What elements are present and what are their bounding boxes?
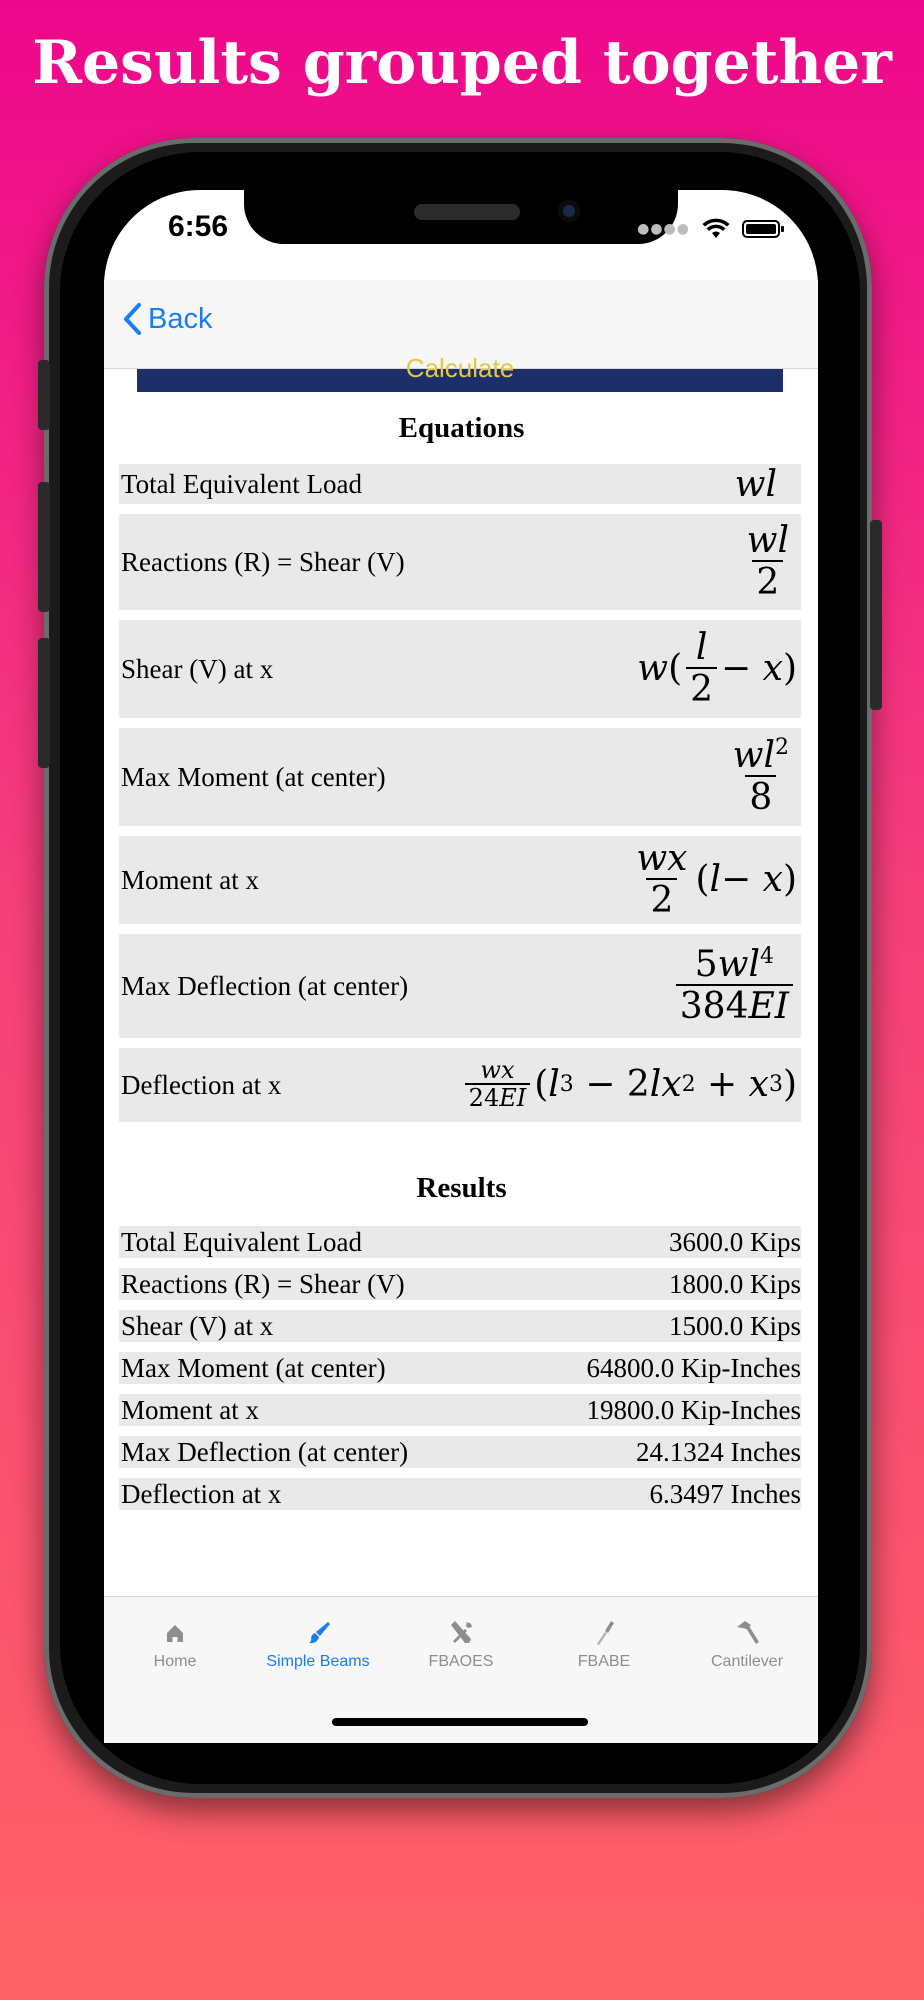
result-row bbox=[119, 1478, 801, 1510]
result-value: 1500.0 Kips bbox=[668, 1310, 801, 1341]
tab-fbabe[interactable] bbox=[533, 1613, 675, 1671]
equation-label: Reactions (R) = Shear (V) bbox=[121, 546, 405, 577]
wrench-icon bbox=[390, 1613, 532, 1653]
equation-row bbox=[119, 836, 801, 924]
equation-row bbox=[119, 1048, 801, 1122]
house-icon bbox=[104, 1613, 246, 1653]
results-title: Results bbox=[416, 1172, 507, 1204]
equation-formula: $\frac{5wl^4}{384EI}$ bbox=[672, 945, 797, 1028]
tab-label: FBABE bbox=[577, 1653, 631, 1670]
result-label: Max Deflection (at center) bbox=[121, 1436, 409, 1467]
result-label: Total Equivalent Load bbox=[121, 1226, 363, 1257]
tab-label: Simple Beams bbox=[266, 1653, 370, 1670]
equation-formula: wl bbox=[734, 463, 777, 505]
equation-formula: w ( $\frac{l}{2}$ − x ) bbox=[637, 626, 797, 711]
phone-screen bbox=[104, 190, 818, 1742]
notch bbox=[244, 190, 678, 244]
calculate-button[interactable] bbox=[137, 353, 783, 392]
equation-row bbox=[119, 934, 801, 1038]
result-label: Max Moment (at center) bbox=[121, 1352, 386, 1383]
result-label: Deflection at x bbox=[121, 1478, 282, 1509]
battery-icon bbox=[742, 220, 780, 238]
tab-home[interactable] bbox=[104, 1613, 246, 1671]
result-label: Shear (V) at x bbox=[121, 1310, 274, 1341]
result-value: 6.3497 Inches bbox=[649, 1478, 801, 1509]
tab-label: FBAOES bbox=[428, 1653, 494, 1670]
equation-row bbox=[119, 728, 801, 826]
result-row bbox=[119, 1352, 801, 1384]
result-row bbox=[119, 1268, 801, 1300]
status-time: 6:56 bbox=[168, 210, 229, 243]
mute-switch bbox=[38, 360, 50, 430]
result-row bbox=[119, 1394, 801, 1426]
screwdriver-icon bbox=[533, 1613, 675, 1653]
tab-fbaoes[interactable] bbox=[390, 1613, 532, 1671]
power-button bbox=[870, 520, 882, 710]
equation-formula: $\frac{wl^2}{8}$ bbox=[732, 734, 789, 819]
equation-label: Total Equivalent Load bbox=[121, 468, 363, 499]
equation-formula: $\frac{wx}{2}$ ( l − x ) bbox=[636, 837, 797, 922]
result-row bbox=[119, 1226, 801, 1258]
tab-label: Home bbox=[153, 1653, 197, 1670]
promo-title: Results grouped together bbox=[32, 28, 892, 98]
result-value: 1800.0 Kips bbox=[668, 1268, 801, 1299]
equation-label: Max Moment (at center) bbox=[121, 761, 386, 792]
status-icons bbox=[637, 218, 780, 240]
back-button[interactable] bbox=[122, 302, 212, 336]
wifi-icon bbox=[702, 218, 730, 240]
equation-row bbox=[119, 620, 801, 718]
tab-label: Cantilever bbox=[710, 1653, 784, 1670]
result-label: Moment at x bbox=[121, 1394, 259, 1425]
volume-down-button bbox=[38, 638, 50, 768]
equation-row bbox=[119, 464, 801, 504]
equation-formula: $\frac{wx}{24EI}$ ( l 3 − 2 lx 2 + x 3 ) bbox=[461, 1057, 797, 1113]
result-value: 19800.0 Kip-Inches bbox=[586, 1394, 801, 1425]
paintbrush-icon bbox=[247, 1613, 389, 1653]
hammer-icon bbox=[676, 1613, 818, 1653]
calculate-label: Calculate bbox=[405, 353, 515, 383]
chevron-left-icon bbox=[122, 302, 142, 336]
equation-label: Max Deflection (at center) bbox=[121, 970, 409, 1001]
result-row bbox=[119, 1436, 801, 1468]
result-value: 3600.0 Kips bbox=[668, 1226, 801, 1257]
equation-formula: $\frac{wl}{2}$ bbox=[746, 519, 789, 604]
tab-simple-beams[interactable] bbox=[247, 1613, 389, 1671]
speaker bbox=[414, 204, 520, 220]
equation-label: Shear (V) at x bbox=[121, 653, 274, 684]
equation-label: Deflection at x bbox=[121, 1069, 282, 1100]
result-value: 64800.0 Kip-Inches bbox=[586, 1352, 801, 1383]
equation-label: Moment at x bbox=[121, 864, 259, 895]
equation-row bbox=[119, 514, 801, 610]
camera bbox=[558, 200, 580, 222]
equations-title: Equations bbox=[398, 412, 525, 444]
cellular-signal-icon: ●●●● bbox=[637, 221, 690, 237]
result-label: Reactions (R) = Shear (V) bbox=[121, 1268, 405, 1299]
tab-cantilever[interactable] bbox=[676, 1613, 818, 1671]
home-indicator[interactable] bbox=[332, 1718, 588, 1726]
result-row bbox=[119, 1310, 801, 1342]
back-label: Back bbox=[148, 302, 213, 335]
volume-up-button bbox=[38, 482, 50, 612]
result-value: 24.1324 Inches bbox=[636, 1436, 801, 1467]
